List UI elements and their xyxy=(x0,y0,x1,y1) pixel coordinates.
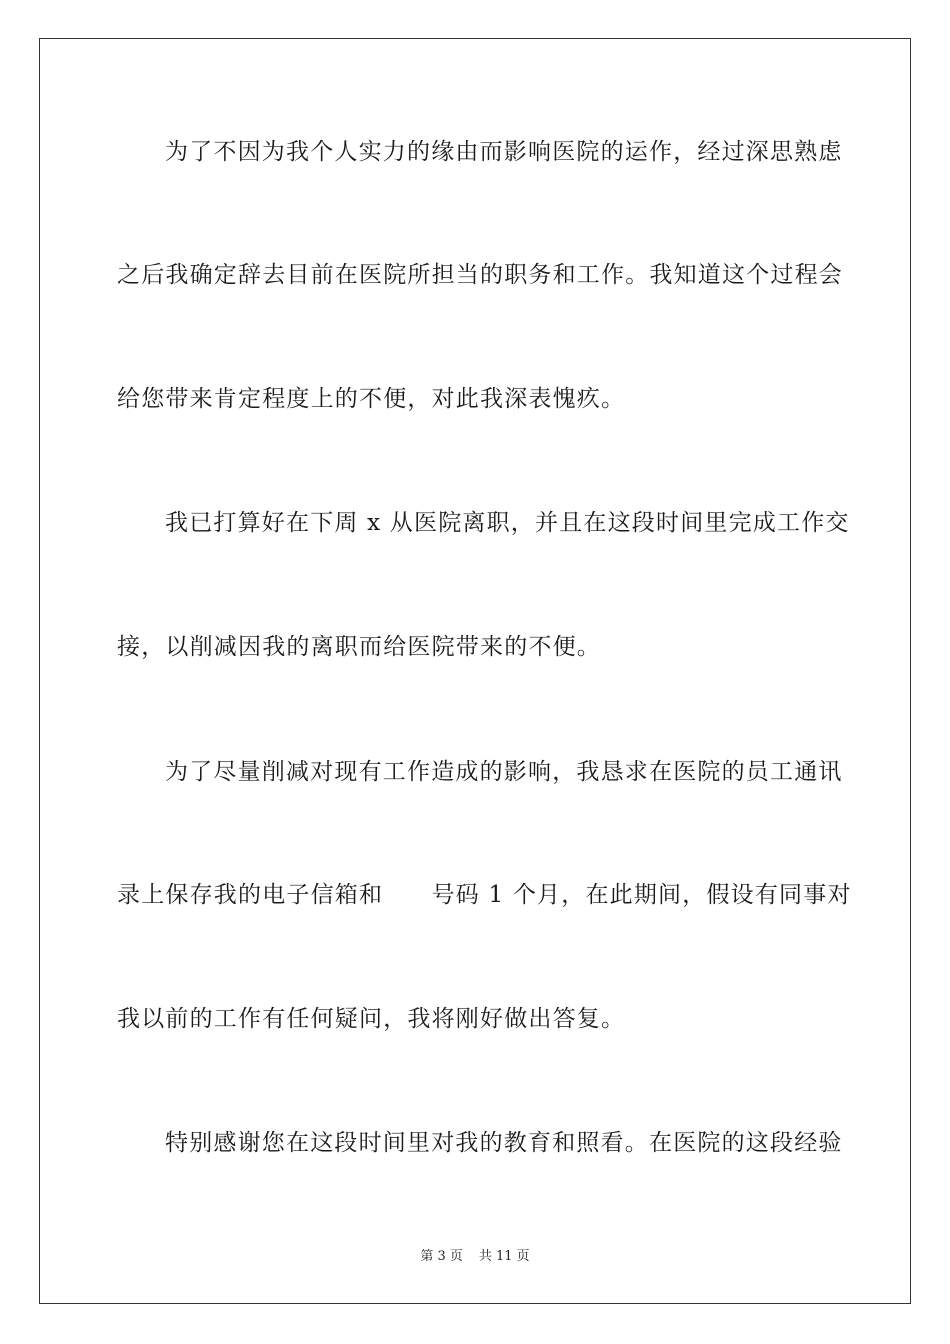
paragraph-2-line-2: 接，以削减因我的离职而给医院带来的不便。 xyxy=(117,634,601,660)
page-frame xyxy=(39,38,911,1304)
paragraph-2-line-1: 我已打算好在下周 x 从医院离职，并且在这段时间里完成工作交 xyxy=(165,510,850,536)
paragraph-1-line-3: 给您带来肯定程度上的不便，对此我深表愧疚。 xyxy=(117,386,626,412)
paragraph-3-line-2: 录上保存我的电子信箱和 号码 1 个月，在此期间，假设有同事对 xyxy=(117,882,852,908)
paragraph-3-line-3: 我以前的工作有任何疑问，我将刚好做出答复。 xyxy=(117,1006,626,1032)
page-footer xyxy=(0,1248,950,1266)
page-number: 第 3 页 xyxy=(420,1249,463,1264)
paragraph-3-line-1: 为了尽量削减对现有工作造成的影响，我恳求在医院的员工通讯 xyxy=(165,759,843,785)
paragraph-1-line-1: 为了不因为我个人实力的缘由而影响医院的运作，经过深思熟虑 xyxy=(165,139,843,165)
paragraph-4-line-1: 特别感谢您在这段时间里对我的教育和照看。在医院的这段经验 xyxy=(165,1130,843,1156)
paragraph-1-line-2: 之后我确定辞去目前在医院所担当的职务和工作。我知道这个过程会 xyxy=(117,262,843,288)
page-total: 共 11 页 xyxy=(478,1249,530,1264)
